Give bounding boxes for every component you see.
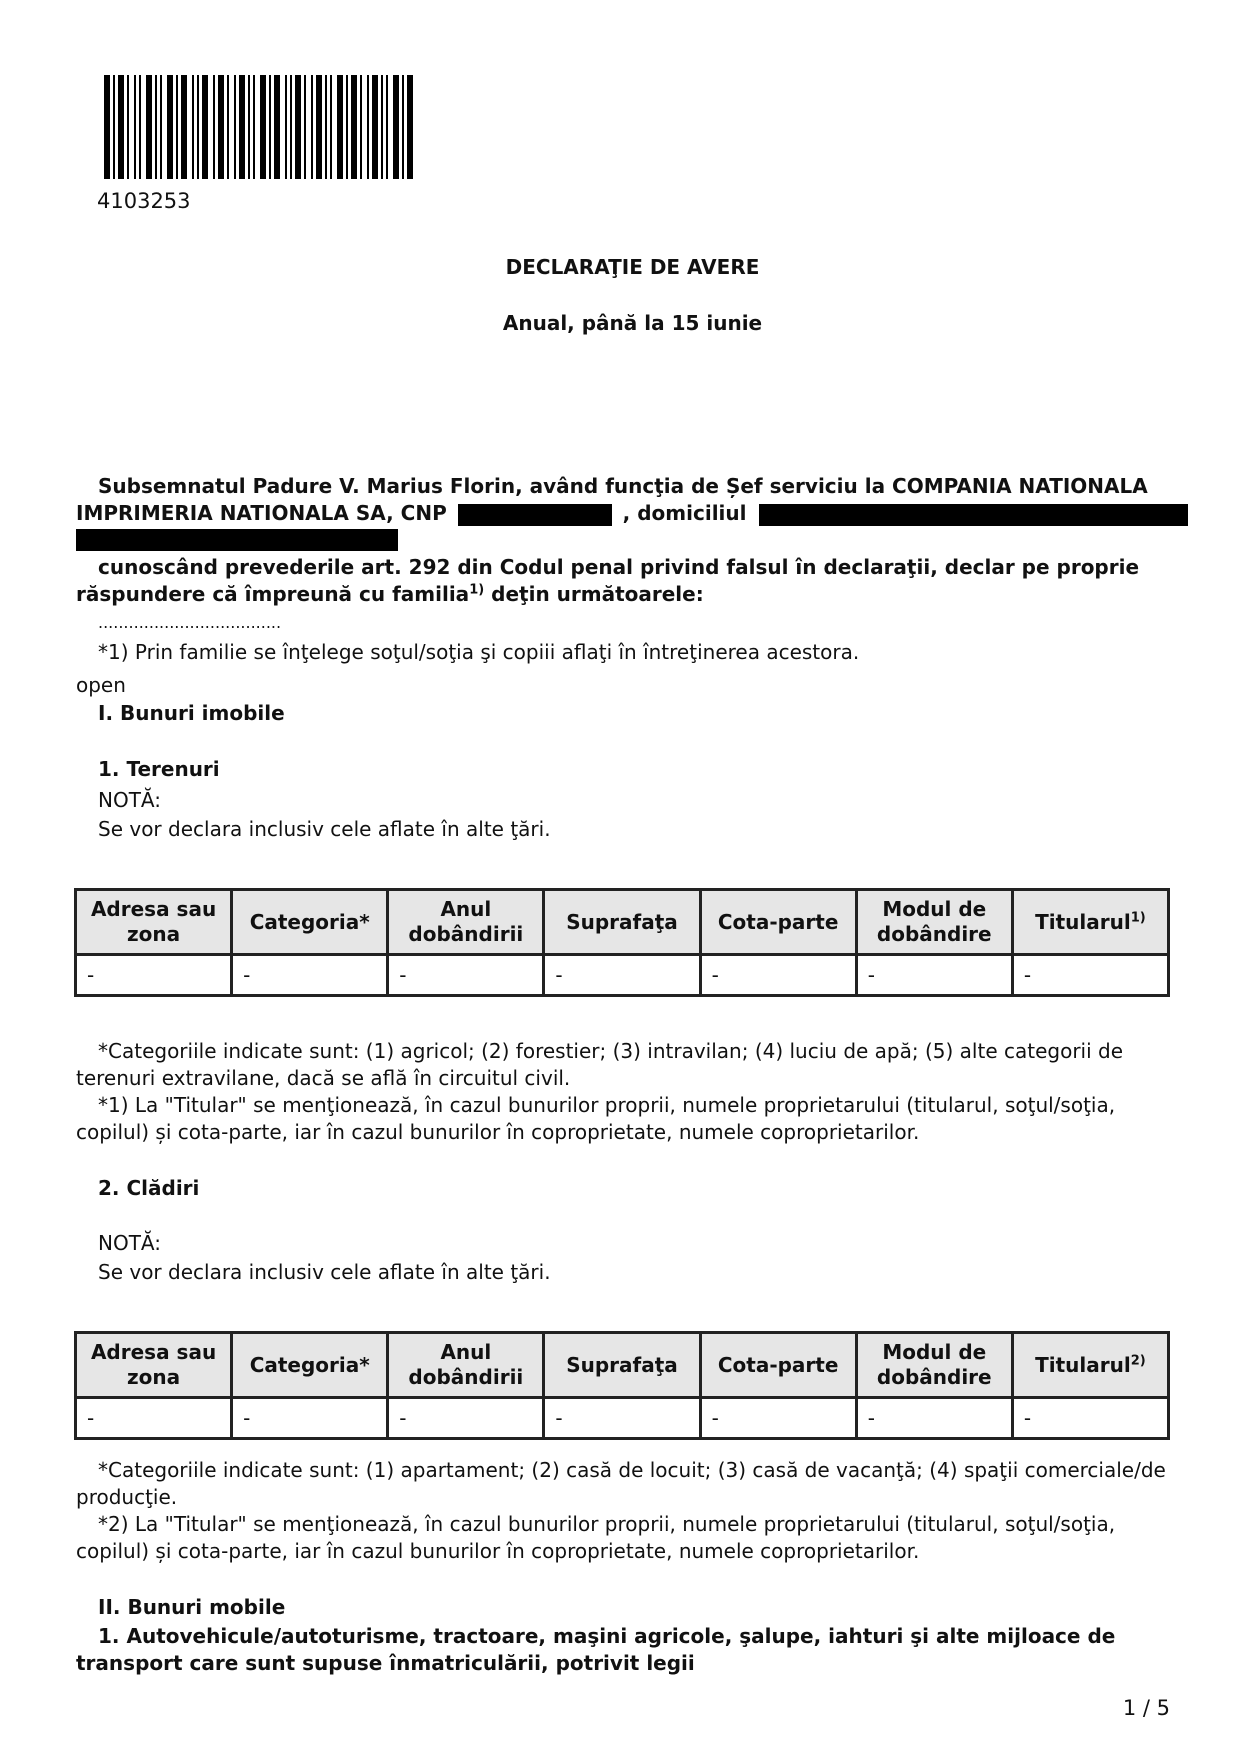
land-table-header xyxy=(76,890,1169,955)
table-cell: - xyxy=(700,955,856,996)
barcode-bar xyxy=(372,75,378,179)
redacted-cnp xyxy=(458,504,612,526)
table-cell: - xyxy=(232,1398,388,1439)
header-area: Suprafaţa xyxy=(544,1333,700,1398)
table-cell: - xyxy=(856,955,1012,996)
land-footnote-2: *1) La "Titular" se menţionează, în cazul bunurilor proprii, numele proprietarului (titularul, soţul/soţia, xyxy=(98,1093,1116,1117)
barcode-bar xyxy=(202,75,208,179)
land-table xyxy=(74,888,1170,997)
page-number: 1 / 5 xyxy=(1122,1696,1170,1720)
intro-line-4 xyxy=(76,581,704,607)
buildings-footnote-2: *2) La "Titular" se menţionează, în cazul bunurilor proprii, numele proprietarului (titularul, soţul/soţia, xyxy=(98,1512,1116,1536)
barcode-bar xyxy=(386,75,388,179)
header-category: Categoria* xyxy=(232,890,388,955)
table-row xyxy=(76,1398,1169,1439)
barcode-bar xyxy=(160,75,162,179)
barcode-bar xyxy=(316,75,322,179)
dotted-line: .................................... xyxy=(98,613,282,632)
barcode-bar xyxy=(402,75,404,179)
barcode-bar xyxy=(197,75,199,179)
section-immovable-heading: I. Bunuri imobile xyxy=(98,701,285,725)
header-acquisition: Modul de dobândire xyxy=(856,890,1012,955)
footnote-ref: 1) xyxy=(469,582,485,598)
table-row xyxy=(76,955,1169,996)
land-note-text: Se vor declara inclusiv cele aflate în alte ţări. xyxy=(98,817,551,841)
barcode-bar xyxy=(290,75,292,179)
redacted-address xyxy=(759,504,1188,526)
table-cell: - xyxy=(76,955,232,996)
table-cell: - xyxy=(1012,955,1168,996)
table-cell: - xyxy=(856,1398,1012,1439)
barcode-bar xyxy=(234,75,236,179)
intro-line-1: Subsemnatul Padure V. Marius Florin, având funcţia de Șef serviciu la COMPANIA NATIONALA xyxy=(98,474,1148,498)
table-cell: - xyxy=(232,955,388,996)
land-note-label: NOTĂ: xyxy=(98,788,161,812)
barcode-bar xyxy=(269,75,271,179)
barcode-bar xyxy=(213,75,215,179)
land-footnote-1: *Categoriile indicate sunt: (1) agricol; (2) forestier; (3) intravilan; (4) luciu de apă; (5) alte categorii de xyxy=(98,1039,1124,1063)
header-year: Anul dobândirii xyxy=(388,1333,544,1398)
barcode-bar xyxy=(311,75,313,179)
barcode-bar xyxy=(113,75,115,179)
open-label: open xyxy=(76,673,126,697)
vehicles-heading: 1. Autovehicule/autoturisme, tractoare, maşini agricole, şalupe, iahturi şi alte mijloace de xyxy=(98,1624,1116,1648)
barcode-bar xyxy=(253,75,255,179)
barcode-bar xyxy=(146,75,152,179)
footnote-ref: 1) xyxy=(1130,909,1146,925)
barcode-bar xyxy=(351,75,357,179)
barcode xyxy=(104,75,676,179)
barcode-bar xyxy=(104,75,110,179)
header-owner xyxy=(1012,890,1168,955)
land-footnote-1-cont: terenuri extravilane, dacă se află în circuitul civil. xyxy=(76,1066,571,1090)
barcode-bar xyxy=(227,75,229,179)
header-address: Adresa sau zona xyxy=(76,1333,232,1398)
barcode-bar xyxy=(192,75,194,179)
barcode-bar xyxy=(274,75,280,179)
table-cell: - xyxy=(544,1398,700,1439)
intro-line-3: cunoscând prevederile art. 292 din Codul penal privind falsul în declaraţii, declar pe proprie xyxy=(98,555,1140,579)
barcode-bar xyxy=(218,75,224,179)
intro-line-4-start: răspundere că împreună cu familia xyxy=(76,582,470,606)
document-title: DECLARAŢIE DE AVERE xyxy=(505,255,760,279)
vehicles-heading-cont: transport care sunt supuse înmatriculării, potrivit legii xyxy=(76,1651,695,1675)
barcode-bar xyxy=(325,75,327,179)
footnote-ref: 2) xyxy=(1130,1352,1146,1368)
header-acquisition: Modul de dobândire xyxy=(856,1333,1012,1398)
barcode-bar xyxy=(337,75,343,179)
barcode-number: 4103253 xyxy=(97,189,191,213)
intro-line-2-end: , domiciliul xyxy=(622,501,747,525)
intro-line-4-end: deţin următoarele: xyxy=(484,582,704,606)
intro-line-2 xyxy=(76,500,1188,526)
redacted-address-continued xyxy=(76,529,398,551)
barcode-bar xyxy=(118,75,124,179)
barcode-bar xyxy=(134,75,136,179)
barcode-bar xyxy=(248,75,250,179)
table-cell: - xyxy=(76,1398,232,1439)
barcode-bar xyxy=(346,75,348,179)
barcode-bar xyxy=(139,75,141,179)
buildings-table xyxy=(74,1331,1170,1440)
buildings-note-label: NOTĂ: xyxy=(98,1231,161,1255)
document-subtitle: Anual, până la 15 iunie xyxy=(502,311,763,335)
barcode-bar xyxy=(155,75,157,179)
header-year: Anul dobândirii xyxy=(388,890,544,955)
barcode-bar xyxy=(176,75,178,179)
buildings-footnote-1-cont: producţie. xyxy=(76,1485,178,1509)
buildings-table-header xyxy=(76,1333,1169,1398)
section-movable-heading: II. Bunuri mobile xyxy=(98,1595,286,1619)
barcode-bar xyxy=(127,75,129,179)
table-cell: - xyxy=(388,1398,544,1439)
buildings-footnote-2-cont: copilul) și cota-parte, iar în cazul bunurilor în coproprietate, numele coproprietarilor. xyxy=(76,1539,920,1563)
header-owner-label: Titularul xyxy=(1035,1352,1131,1377)
header-owner-label: Titularul xyxy=(1035,909,1131,934)
intro-line-2-start: IMPRIMERIA NATIONALA SA, CNP xyxy=(76,501,447,525)
buildings-footnote-1: *Categoriile indicate sunt: (1) apartament; (2) casă de locuit; (3) casă de vacanţă; (4) spaţii comerciale/de xyxy=(98,1458,1166,1482)
header-category: Categoria* xyxy=(232,1333,388,1398)
land-heading: 1. Terenuri xyxy=(98,757,220,781)
buildings-heading: 2. Clădiri xyxy=(98,1176,200,1200)
barcode-bar xyxy=(181,75,187,179)
barcode-bar xyxy=(381,75,383,179)
barcode-bar xyxy=(367,75,369,179)
header-address: Adresa sau zona xyxy=(76,890,232,955)
table-cell: - xyxy=(1012,1398,1168,1439)
barcode-bar xyxy=(360,75,362,179)
barcode-bar xyxy=(407,75,413,179)
table-cell: - xyxy=(700,1398,856,1439)
header-share: Cota-parte xyxy=(700,890,856,955)
table-cell: - xyxy=(388,955,544,996)
barcode-bar xyxy=(304,75,306,179)
header-owner xyxy=(1012,1333,1168,1398)
header-share: Cota-parte xyxy=(700,1333,856,1398)
barcode-bar xyxy=(239,75,245,179)
barcode-bar xyxy=(285,75,287,179)
family-note: *1) Prin familie se înţelege soţul/soţia şi copiii aflaţi în întreţinerea acestora. xyxy=(98,640,860,664)
barcode-bar xyxy=(260,75,266,179)
land-footnote-2-cont: copilul) și cota-parte, iar în cazul bunurilor în coproprietate, numele coproprietarilor. xyxy=(76,1120,920,1144)
barcode-bar xyxy=(330,75,332,179)
barcode-bar xyxy=(295,75,301,179)
header-area: Suprafaţa xyxy=(544,890,700,955)
barcode-bar xyxy=(167,75,173,179)
table-cell: - xyxy=(544,955,700,996)
buildings-note-text: Se vor declara inclusiv cele aflate în alte ţări. xyxy=(98,1260,551,1284)
barcode-bar xyxy=(393,75,399,179)
